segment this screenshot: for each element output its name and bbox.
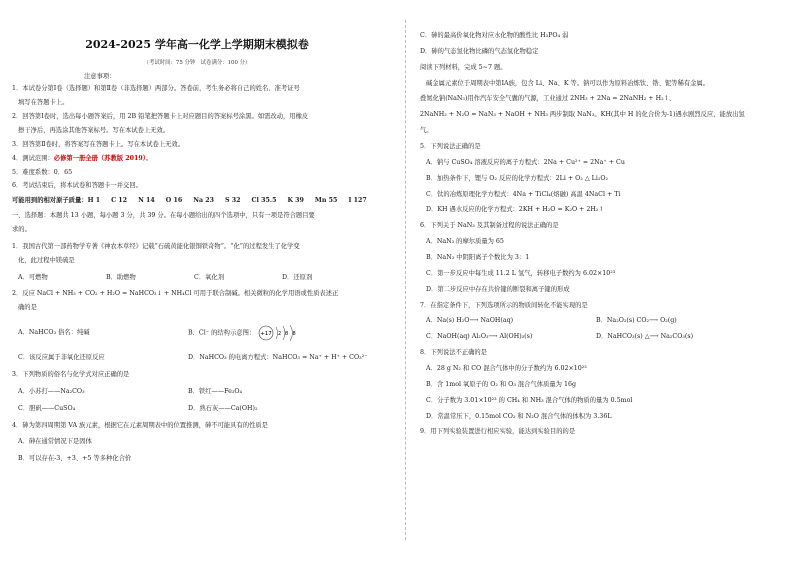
option-d[interactable]: D．还原剂 (282, 273, 313, 281)
atomic-masses-label: 可能用到的相对原子质量： (12, 197, 88, 205)
right-column (420, 32, 790, 436)
option-c[interactable]: C．分子数为 3.01×10²³ 的 CH₄ 和 NH₃ 混合气体的物质的量为 0.5mol (426, 396, 633, 404)
option-b[interactable]: B．加热条件下，锂与 O₂ 反应的化学方程式：2Li + O₂ △ Li₂O₂ (426, 174, 609, 182)
left-column (12, 0, 382, 463)
option-d[interactable]: D．NaHCO₃ 的电离方程式：NaHCO₃ = Na⁺ + H⁺ + CO₃²⁻ (188, 354, 368, 362)
option-c[interactable]: C．第一步反应中每生成 11.2 L 氢气，转移电子数约为 6.02×10²³ (426, 269, 616, 277)
option-c[interactable]: C．氧化剂 (194, 273, 225, 281)
option-b[interactable]: B．铁红——Fe₃O₄ (188, 387, 243, 395)
atomic-mass-item: Mn 55 (314, 197, 338, 205)
notice-line: 擦干净后，再选涂其他答案标号。写在本试卷上无效。 (18, 126, 170, 134)
option-a[interactable]: A．砷在通常情况下是固体 (18, 438, 92, 446)
atomic-mass-item: I 127 (348, 197, 367, 205)
question-5-stem: 5．下列说法正确的是 (420, 143, 481, 151)
option-c[interactable]: C．胆矾——CuSO₄ (18, 404, 76, 412)
question-9-stem: 9．用下列实验装置进行相应实验，能达到实验目的的是 (420, 428, 576, 436)
question-3-stem: 3．下列物质的俗名与化学式对应正确的是 (12, 370, 130, 378)
atomic-mass-item: N 14 (138, 197, 155, 205)
nucleus-charge: +17 (260, 331, 272, 338)
option-d[interactable]: D．常温常压下，0.15mol CO₂ 和 N₂O 混合气体的体积为 3.36L (426, 412, 612, 420)
question-2-stem-cont: 确的是 (18, 304, 37, 312)
option-d[interactable]: D．KH 遇水反应的化学方程式：2KH + H₂O = K₂O + 2H₂↑ (426, 206, 604, 214)
shell-electrons-3: 8 (292, 331, 296, 338)
atomic-mass-item: C 12 (111, 197, 128, 205)
question-6-stem: 6．下列关于 NaN₃ 及其制备过程的说法正确的是 (420, 222, 559, 230)
section-heading-cont: 求的。 (12, 225, 31, 233)
notice-line: 2．回答第Ⅰ卷时，选出每小题答案后，用 2B 铅笔把答题卡上对应题目的答案标号涂黑。如需改动，用橡皮 (12, 113, 309, 121)
notice-heading: 注意事项： (84, 72, 116, 80)
notice-line: 6．考试结束后，将本试卷和答题卡一并交回。 (12, 182, 142, 190)
exam-subtitle: （考试时间：75 分钟 试卷满分：100 分） (143, 59, 251, 66)
atomic-mass-item: Na 23 (193, 197, 215, 205)
material-line: 2NaNH₂ + N₂O = NaN₃ + NaOH + NH₃ 两步制取 NaN₃。KH(其中 H 的化合价为-1)遇水剧烈反应，能放出氢 (420, 111, 745, 119)
option-b[interactable]: B．助燃物 (106, 273, 136, 281)
option-c[interactable]: C．钛的冶炼原理化学方程式：4Na + TiCl₄(熔融) 高温 4NaCl + Ti (426, 190, 621, 198)
question-2-stem: 2．反应 NaCl + NH₃ + CO₂ + H₂O = NaHCO₃↓ + NH₄Cl 可用于联合制碱。相关微粒的化学用语或性质表述正 (12, 290, 339, 298)
question-2-options-cd (12, 354, 382, 362)
option-b[interactable]: B．Na₂O₂(s) CO₂⟶ O₂(g) (596, 317, 677, 325)
shell-electrons-1: 2 (278, 331, 282, 338)
option-d[interactable]: D．第二步反应中存在共价键的断裂和离子键的形成 (426, 285, 570, 293)
notice-scope-value: 必修第一册全册（苏教版 2019） (53, 154, 146, 162)
question-1-stem: 1．我国古代第一部药物学专著《神农本草经》记载“石硫黄能化银铜铁奇物”。“化”的过程发生了化学变 (12, 242, 300, 250)
atomic-mass-item: K 39 (287, 197, 304, 205)
notice-list (12, 85, 382, 190)
atomic-mass-item: H 1 (87, 197, 101, 205)
option-b[interactable] (188, 324, 303, 342)
question-3-options-cd (12, 405, 382, 413)
atomic-mass-item: O 16 (165, 197, 183, 205)
question-3-options-ab (12, 388, 382, 396)
option-d[interactable]: D．NaHCO₃(s) △⟶ Na₂CO₃(s) (596, 333, 694, 341)
option-a[interactable]: A．NaHCO₃ 俗名：纯碱 (18, 329, 90, 337)
atomic-masses (12, 197, 382, 205)
column-divider (405, 20, 406, 540)
option-a[interactable]: A．Na(s) H₂O⟶ NaOH(aq) (426, 317, 514, 325)
atomic-mass-item: S 32 (225, 197, 241, 205)
question-1-options (12, 274, 382, 282)
notice-line: 填写在答题卡上。 (18, 99, 69, 107)
shell-electrons-2: 8 (285, 331, 289, 338)
atomic-mass-item: Cl 35.5 (251, 197, 277, 205)
notice-line: 1．本试卷分第Ⅰ卷（选择题）和第Ⅱ卷（非选择题）两部分。答卷前，考生务必将自己的姓名、准考证号 (12, 85, 300, 93)
option-b-text: B．Cl⁻ 的结构示意图： (188, 329, 256, 337)
option-d[interactable]: D．砷的气态氢化物比磷的气态氢化物稳定 (420, 47, 539, 55)
material-line: 碱金属元素位于周期表中第ⅠA族，包含 Li、Na、K 等。钠可以作为原料冶炼钛、锆、铌等稀有金属。 (426, 79, 710, 87)
option-b[interactable]: B．NaN₃ 中阴阳离子个数比为 3：1 (426, 254, 530, 262)
option-c[interactable]: C．该反应属于非氧化还原反应 (18, 354, 105, 362)
material-line: 气。 (420, 127, 433, 135)
option-a[interactable]: A．钠与 CuSO₄ 溶液反应的离子方程式：2Na + Cu²⁺ = 2Na⁺ + Cu (426, 158, 625, 166)
option-a[interactable]: A．28 g N₂ 和 CO 混合气体中的分子数约为 6.02×10²³ (426, 365, 587, 373)
reading-intro: 阅读下列材料，完成 5~7 题。 (420, 63, 507, 71)
option-a[interactable]: A．小苏打——Na₂CO₃ (18, 387, 85, 395)
cl-ion-structure-diagram (257, 324, 303, 342)
question-8-stem: 8．下列说法不正确的是 (420, 349, 487, 357)
notice-line: 3．回答第Ⅱ卷时，将答案写在答题卡上。写在本试卷上无效。 (12, 140, 185, 148)
option-b[interactable]: B．含 1mol 氧原子的 O₂ 和 O₃ 混合气体质量为 16g (426, 380, 576, 388)
section-heading: 一、选择题：本题共 13 小题，每小题 3 分，共 39 分。在每小题给出的四个选项中，只有一项是符合题目要 (12, 212, 315, 220)
option-c[interactable]: C．砷的最高价氧化物对应水化物的酸性比 H₃PO₄ 弱 (420, 32, 569, 39)
page-title: 2024-2025 学年高一化学上学期期末模拟卷 (85, 38, 309, 51)
question-7-options-cd (420, 333, 790, 341)
material-line: 叠氮化钠(NaN₃)用作汽车安全气囊的气源，工业通过 2NH₃ + 2Na = 2NaNH₂ + H₂↑、 (420, 95, 676, 103)
notice-scope-prefix: 4．测试范围： (12, 154, 54, 162)
option-c[interactable]: C．NaOH(aq) Al₂O₃⟶ Al(OH)₃(s) (426, 333, 533, 341)
option-a[interactable]: A．可燃物 (18, 273, 48, 281)
question-7-options-ab (420, 317, 790, 325)
notice-line: 5．难度系数：0．65 (12, 168, 73, 176)
question-1-stem-cont: 化，此过程中镁硫是 (18, 256, 75, 264)
option-d[interactable]: D．熟石灰——Ca(OH)₂ (188, 404, 258, 412)
question-2-options-ab (12, 324, 382, 342)
notice-scope-suffix: 。 (145, 154, 153, 162)
question-7-stem: 7．在指定条件下，下列选项所示的物质间转化不能实现的是 (420, 301, 588, 309)
notice-line-scope (12, 155, 382, 163)
question-4-stem: 4．砷为第四周期第 VA 族元素，根据它在元素周期表中的位置推测，砷不可能具有的性质是 (12, 421, 268, 429)
option-a[interactable]: A．NaN₃ 的摩尔质量为 65 (426, 238, 504, 246)
option-b[interactable]: B．可以存在-3、+3、+5 等多种化合价 (18, 455, 132, 463)
